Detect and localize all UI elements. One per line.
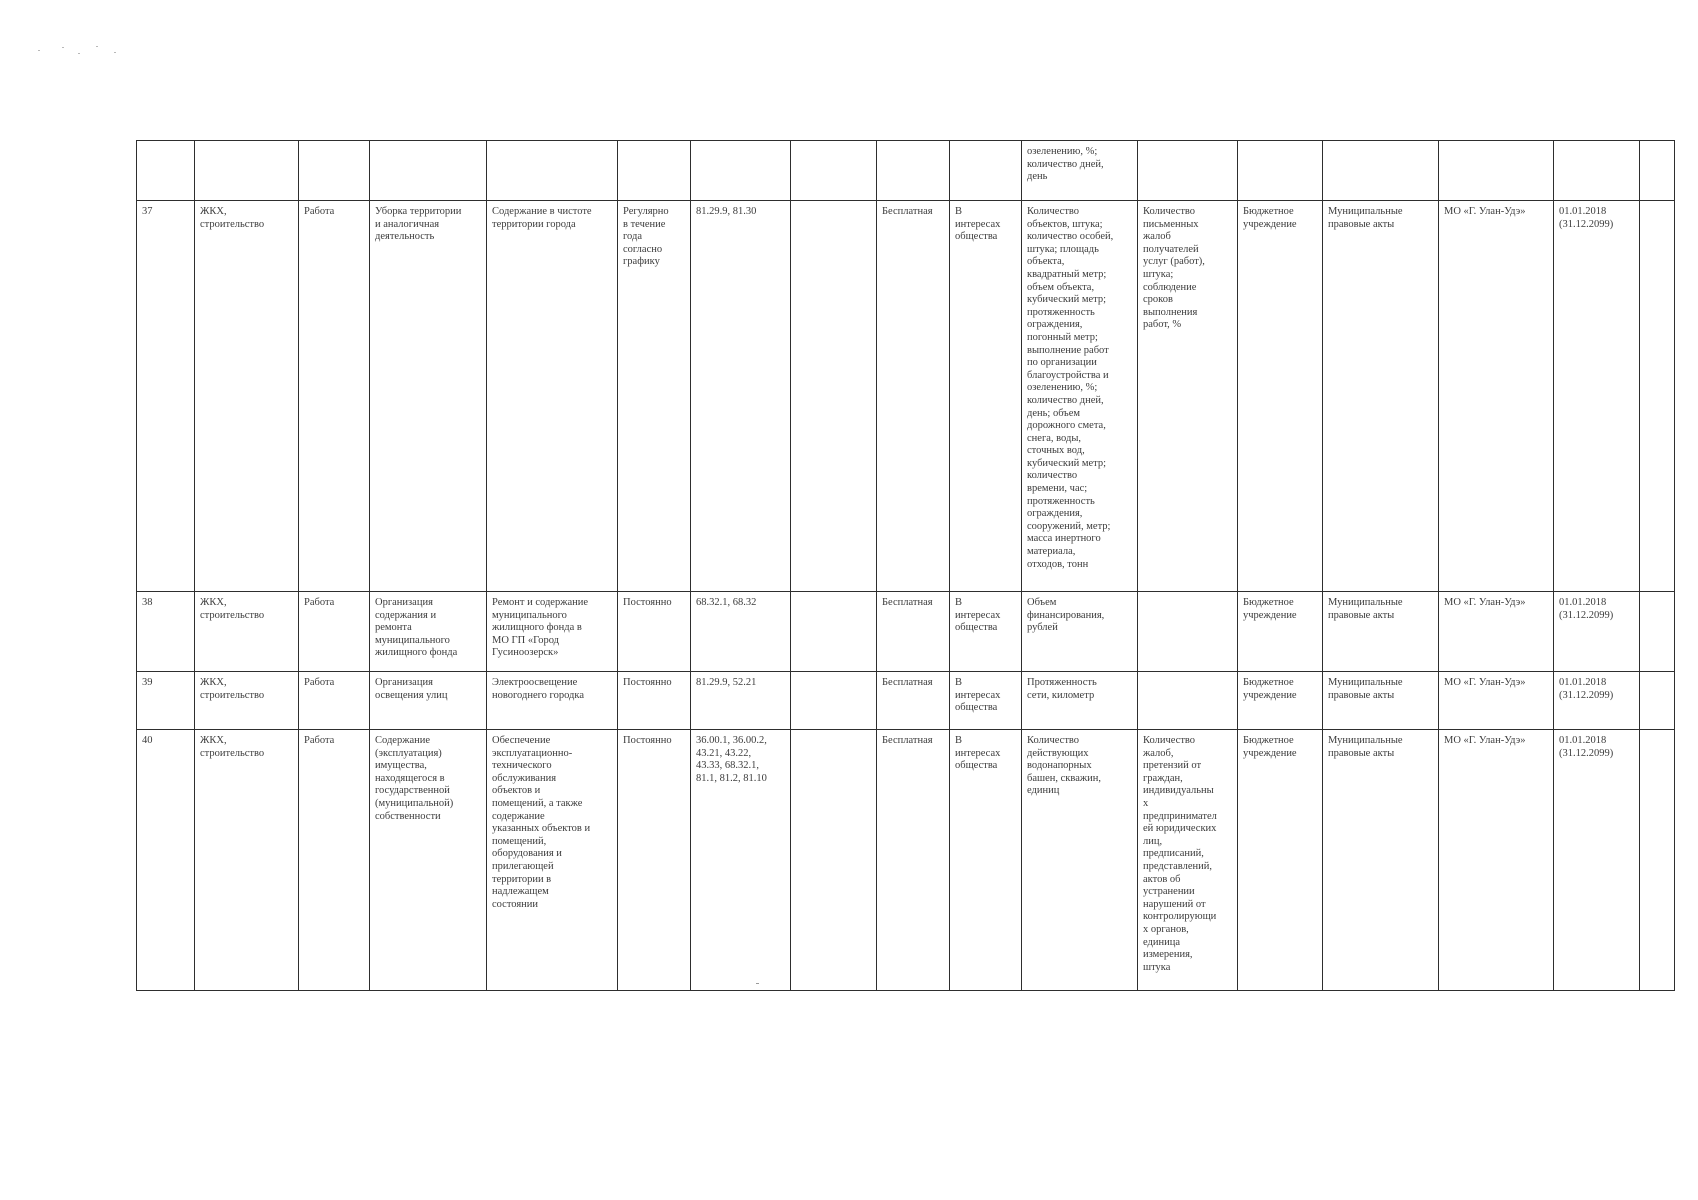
- quality-indicator-cell: [1138, 592, 1238, 672]
- validity-period-cell: 01.01.2018 (31.12.2099): [1554, 672, 1640, 730]
- activity-name-cell: Уборка территории и аналогичная деятельность: [370, 201, 487, 592]
- trailing-cell: [1640, 141, 1675, 201]
- type-cell: Работа: [299, 730, 370, 991]
- payment-cell: Бесплатная: [877, 730, 950, 991]
- activity-name-cell: Организация освещения улиц: [370, 672, 487, 730]
- sphere-cell: ЖКХ, строительство: [195, 672, 299, 730]
- okved-cell: [691, 141, 791, 201]
- interest-cell: В интересах общества: [950, 730, 1022, 991]
- row-number: [137, 141, 195, 201]
- frequency-cell: Постоянно: [618, 730, 691, 991]
- volume-indicator-cell: Количество объектов, штука; количество особей, штука; площадь объекта, квадратный метр; объем объекта, кубический метр; протяженность ограждения, погонный метр; выполнение работ по организации благоустройства и озеленению, %; количество дней, день; объем дорожного смета, снега, воды, сточных вод, кубический метр; количество времени, час; протяженность ограждения, сооружений, метр; масса инертного материала, отходов, тонн: [1022, 201, 1138, 592]
- type-cell: Работа: [299, 201, 370, 592]
- validity-period-cell: 01.01.2018 (31.12.2099): [1554, 730, 1640, 991]
- sphere-cell: ЖКХ, строительство: [195, 201, 299, 592]
- founder-cell: МО «Г. Улан-Удэ»: [1439, 672, 1554, 730]
- founder-cell: [1439, 141, 1554, 201]
- legal-acts-cell: Муниципальные правовые акты: [1323, 672, 1439, 730]
- frequency-cell: Регулярно в течение года согласно графику: [618, 201, 691, 592]
- sphere-cell: ЖКХ, строительство: [195, 730, 299, 991]
- volume-indicator-cell: Протяженность сети, километр: [1022, 672, 1138, 730]
- quality-indicator-cell: Количество письменных жалоб получателей услуг (работ), штука; соблюдение сроков выполнения работ, %: [1138, 201, 1238, 592]
- trailing-cell: [1640, 201, 1675, 592]
- extra-cell: [791, 141, 877, 201]
- extra-cell: [791, 592, 877, 672]
- institution-type-cell: Бюджетное учреждение: [1238, 730, 1323, 991]
- content-cell: Обеспечение эксплуатационно- технического обслуживания объектов и помещений, а также содержание указанных объектов и помещений, оборудования и прилегающей территории в надлежащем состоянии: [487, 730, 618, 991]
- institution-type-cell: Бюджетное учреждение: [1238, 672, 1323, 730]
- scan-noise: [38, 44, 128, 58]
- content-cell: Содержание в чистоте территории города: [487, 201, 618, 592]
- frequency-cell: [618, 141, 691, 201]
- interest-cell: [950, 141, 1022, 201]
- activity-name-cell: [370, 141, 487, 201]
- trailing-cell: [1640, 592, 1675, 672]
- scan-speck: [756, 983, 759, 984]
- table-row: [137, 672, 1675, 730]
- volume-indicator-cell: Объем финансирования, рублей: [1022, 592, 1138, 672]
- table-row: [137, 141, 1675, 201]
- frequency-cell: Постоянно: [618, 672, 691, 730]
- okved-cell: 68.32.1, 68.32: [691, 592, 791, 672]
- payment-cell: Бесплатная: [877, 672, 950, 730]
- payment-cell: Бесплатная: [877, 592, 950, 672]
- content-cell: [487, 141, 618, 201]
- table-row: [137, 592, 1675, 672]
- trailing-cell: [1640, 672, 1675, 730]
- table-row: [137, 201, 1675, 592]
- validity-period-cell: [1554, 141, 1640, 201]
- legal-acts-cell: Муниципальные правовые акты: [1323, 592, 1439, 672]
- activity-name-cell: Организация содержания и ремонта муниципального жилищного фонда: [370, 592, 487, 672]
- row-number: 39: [137, 672, 195, 730]
- type-cell: Работа: [299, 592, 370, 672]
- table-row: [137, 730, 1675, 991]
- extra-cell: [791, 730, 877, 991]
- row-number: 37: [137, 201, 195, 592]
- okved-cell: 81.29.9, 81.30: [691, 201, 791, 592]
- quality-indicator-cell: Количество жалоб, претензий от граждан, индивидуальны х предпринимател ей юридических лиц, предписаний, представлений, актов об устранении нарушений от контролирующи х органов, единица измерения, штука: [1138, 730, 1238, 991]
- legal-acts-cell: Муниципальные правовые акты: [1323, 201, 1439, 592]
- interest-cell: В интересах общества: [950, 201, 1022, 592]
- type-cell: [299, 141, 370, 201]
- institution-type-cell: [1238, 141, 1323, 201]
- legal-acts-cell: Муниципальные правовые акты: [1323, 730, 1439, 991]
- payment-cell: Бесплатная: [877, 201, 950, 592]
- volume-indicator-cell: озеленению, %; количество дней, день: [1022, 141, 1138, 201]
- type-cell: Работа: [299, 672, 370, 730]
- register-table: [136, 140, 1675, 991]
- okved-cell: 36.00.1, 36.00.2, 43.21, 43.22, 43.33, 68.32.1, 81.1, 81.2, 81.10: [691, 730, 791, 991]
- sphere-cell: [195, 141, 299, 201]
- validity-period-cell: 01.01.2018 (31.12.2099): [1554, 201, 1640, 592]
- institution-type-cell: Бюджетное учреждение: [1238, 592, 1323, 672]
- quality-indicator-cell: [1138, 672, 1238, 730]
- legal-acts-cell: [1323, 141, 1439, 201]
- trailing-cell: [1640, 730, 1675, 991]
- row-number: 38: [137, 592, 195, 672]
- extra-cell: [791, 672, 877, 730]
- content-cell: Электроосвещение новогоднего городка: [487, 672, 618, 730]
- content-cell: Ремонт и содержание муниципального жилищного фонда в МО ГП «Город Гусиноозерск»: [487, 592, 618, 672]
- activity-name-cell: Содержание (эксплуатация) имущества, находящегося в государственной (муниципальной) собственности: [370, 730, 487, 991]
- founder-cell: МО «Г. Улан-Удэ»: [1439, 592, 1554, 672]
- founder-cell: МО «Г. Улан-Удэ»: [1439, 201, 1554, 592]
- payment-cell: [877, 141, 950, 201]
- validity-period-cell: 01.01.2018 (31.12.2099): [1554, 592, 1640, 672]
- okved-cell: 81.29.9, 52.21: [691, 672, 791, 730]
- interest-cell: В интересах общества: [950, 672, 1022, 730]
- interest-cell: В интересах общества: [950, 592, 1022, 672]
- extra-cell: [791, 201, 877, 592]
- row-number: 40: [137, 730, 195, 991]
- sphere-cell: ЖКХ, строительство: [195, 592, 299, 672]
- founder-cell: МО «Г. Улан-Удэ»: [1439, 730, 1554, 991]
- institution-type-cell: Бюджетное учреждение: [1238, 201, 1323, 592]
- quality-indicator-cell: [1138, 141, 1238, 201]
- frequency-cell: Постоянно: [618, 592, 691, 672]
- volume-indicator-cell: Количество действующих водонапорных башен, скважин, единиц: [1022, 730, 1138, 991]
